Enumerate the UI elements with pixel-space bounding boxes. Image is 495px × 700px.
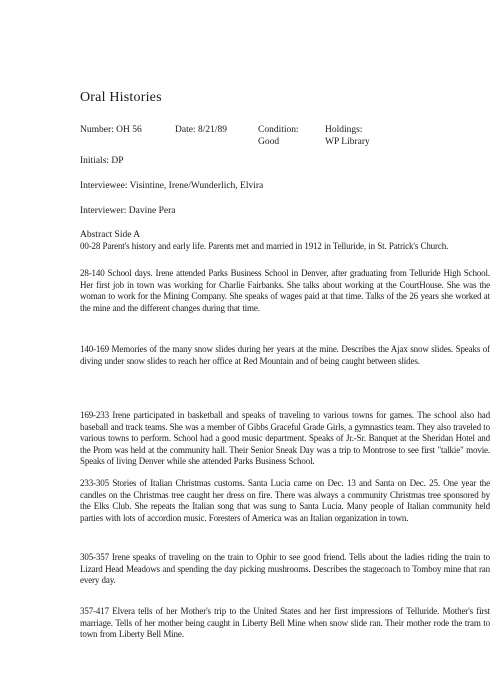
abstract-paragraph: 28-140 School days. Irene attended Parks Business School in Denver, after graduating from Telluride High School. Her first job in town was working for Charlie Fairbanks. She talks about working at the CourtHouse. She was the woman to work for the Mining Company. She speaks of wages paid at that time. Talks of the 26 years she worked at the mine and the different changes during that time. bbox=[80, 268, 490, 313]
abstract-paragraph: 140-169 Memories of the many snow slides during her years at the mine. Describes the Ajax snow slides. Speaks of diving under snow slides to reach her office at Red Mountain and of being caught between slides. bbox=[80, 344, 490, 366]
date-field: Date: 8/21/89 bbox=[175, 125, 227, 135]
condition-field bbox=[258, 124, 299, 148]
abstract-paragraph: 305-357 Irene speaks of traveling on the train to Ophir to see good friend. Tells about the ladies riding the train to Lizard Head Meadows and spending the day picking mushrooms. Describes the stagecoach to Tomboy mine that ran every day. bbox=[80, 552, 490, 585]
abstract-paragraph: 233-305 Stories of Italian Christmas customs. Santa Lucia came on Dec. 13 and Santa on Dec. 25. One year the candles on the Christmas tree caught her dress on fire. There was always a community Christmas tree sponsored by the Elks Club. She repeats the Italian song that was sung to Santa Lucia. Many people of Italian community held parties with lots of accordion music. Foresters of America was an Italian organization in town. bbox=[80, 478, 490, 523]
condition-label: Condition: bbox=[258, 125, 299, 135]
interviewee-field: Interviewee: Visintine, Irene/Wunderlich, Elvira bbox=[80, 181, 264, 191]
number-field: Number: OH 56 bbox=[80, 125, 142, 135]
holdings-value: WP Library bbox=[325, 137, 370, 147]
abstract-paragraph: 357-417 Elvera tells of her Mother's trip to the United States and her first impressions of Telluride. Mother's first marriage. Tells of her mother being caught in Liberty Bell Mine when snow slide ran. Their mother rode the tram to town from Liberty Bell Mine. bbox=[80, 606, 490, 639]
initials-field: Initials: DP bbox=[80, 156, 124, 166]
holdings-label: Holdings: bbox=[325, 125, 363, 135]
abstract-paragraph: 00-28 Parent's history and early life. Parents met and married in 1912 in Telluride, in St. Patrick's Church. bbox=[80, 241, 449, 251]
holdings-field bbox=[325, 124, 370, 148]
abstract-paragraph: 169-233 Irene participated in basketball and speaks of traveling to various towns for games. The school also had baseball and track teams. She was a member of Gibbs Graceful Grade Girls, a gymnastics team. They also traveled to various towns to perform. School had a good music department. Speaks of Jr.-Sr. Banquet at the Sheridan Hotel and the Prom was held at the community hall. Their Senior Sneak Day was a trip to Montrose to see first "talkie" movie. Speaks of living Denver while she attended Parks Business School. bbox=[80, 410, 490, 466]
abstract-heading: Abstract Side A bbox=[80, 230, 141, 240]
interviewer-field: Interviewer: Davine Pera bbox=[80, 206, 176, 216]
condition-value: Good bbox=[258, 137, 280, 147]
document-title: Oral Histories bbox=[80, 90, 162, 105]
